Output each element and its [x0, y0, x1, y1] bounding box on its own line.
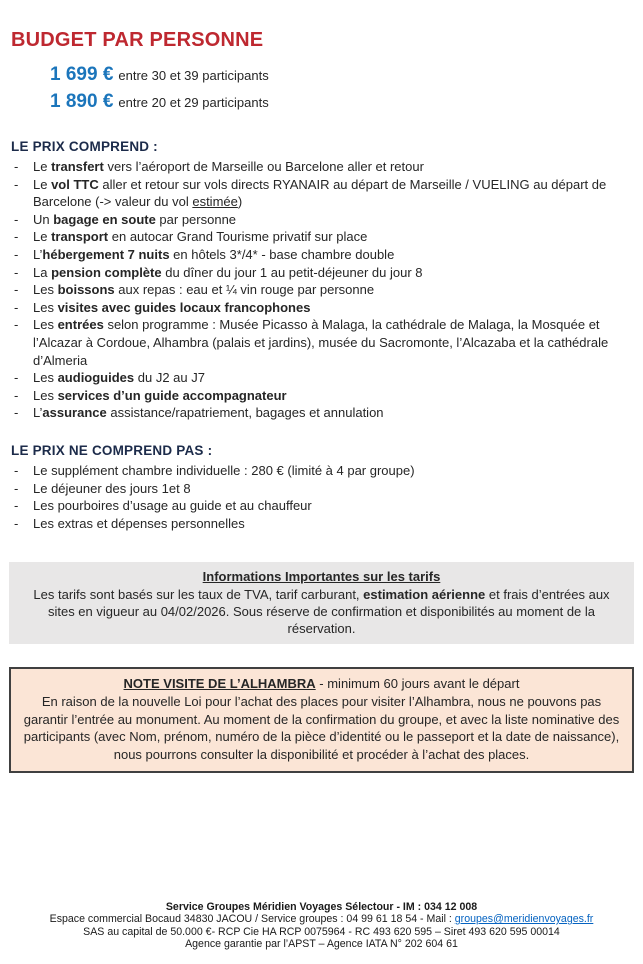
list-item	[14, 228, 634, 246]
list-dash: -	[14, 229, 19, 245]
list-dash: -	[14, 498, 19, 514]
list-dash: -	[14, 246, 19, 262]
list-dash: -	[14, 370, 19, 386]
list-dash: -	[14, 176, 19, 192]
excludes-list	[9, 462, 634, 532]
info-box	[9, 562, 634, 644]
price-row	[50, 89, 634, 116]
list-item-text: Le transfert vers l’aéroport de Marseille ou Barcelone aller et retour	[33, 159, 424, 174]
list-dash: -	[14, 405, 19, 421]
list-item-text: Les audioguides du J2 au J7	[33, 370, 205, 386]
includes-list	[9, 158, 634, 422]
list-item	[14, 264, 634, 282]
list-item-text: L’assurance assistance/rapatriement, bagages et annulation	[33, 405, 384, 421]
list-item	[14, 480, 634, 498]
list-item	[14, 158, 634, 176]
list-item	[14, 387, 634, 405]
list-item	[14, 316, 634, 369]
price-amount: 1 890 €	[50, 91, 114, 112]
list-dash: -	[14, 387, 19, 403]
list-item	[14, 515, 634, 533]
list-item-text: Le supplément chambre individuelle : 280 € (limité à 4 par groupe)	[33, 462, 415, 478]
info-box-body: Les tarifs sont basés sur les taux de TVA, tarif carburant, estimation aérienne et frais d’entrées aux sites en vigueur au 04/02/2026. Sous réserve de confirmation et disponibilités au moment de la réservation.	[33, 586, 610, 637]
excludes-heading: LE PRIX NE COMPREND PAS :	[11, 442, 213, 458]
list-item-text: La pension complète du dîner du jour 1 au petit-déjeuner du jour 8	[33, 264, 423, 280]
footer-line: Agence garantie par l’APST – Agence IATA N° 202 604 61	[185, 938, 458, 951]
list-item-text: Les services d’un guide accompagnateur	[33, 387, 287, 403]
includes-heading: LE PRIX COMPREND :	[11, 139, 158, 154]
list-item-text: L’hébergement 7 nuits en hôtels 3*/4* - base chambre double	[33, 246, 395, 262]
footer	[9, 901, 634, 951]
list-item-text: Les visites avec guides locaux francophones	[33, 299, 311, 315]
note-box-title-line	[23, 675, 620, 693]
list-item	[14, 369, 634, 387]
email-link[interactable]: groupes@meridienvoyages.fr	[454, 913, 594, 926]
list-item-text: Les pourboires d’usage au guide et au chauffeur	[33, 498, 312, 514]
list-dash: -	[14, 264, 19, 280]
list-item	[14, 281, 634, 299]
list-item	[14, 299, 634, 317]
price-row	[50, 62, 634, 89]
note-box-body: En raison de la nouvelle Loi pour l’achat des places pour visiter l’Alhambra, nous ne pouvons pas garantir l’entrée au monument. Au moment de la confirmation du groupe, et avec la liste nominative des participants (avec Nom, prénom, numéro de la pièce d’identité ou le passeport et la date de naissance), nous pourrons consulter la disponibilité et procéder à l’achat des places.	[23, 694, 620, 762]
note-box-title-rest: - minimum 60 jours avant le départ	[315, 676, 520, 692]
price-amount: 1 699 €	[50, 64, 114, 85]
list-dash: -	[14, 299, 19, 315]
list-dash: -	[14, 211, 19, 227]
list-dash: -	[14, 462, 19, 478]
list-item-text: Un bagage en soute par personne	[33, 211, 237, 227]
footer-line: Service Groupes Méridien Voyages Sélectour - IM : 034 12 008	[165, 900, 478, 913]
footer-line: SAS au capital de 50.000 €- RCP Cie HA RCP 0075964 - RC 493 620 595 – Siret 493 620 595 00014	[83, 925, 560, 938]
info-box-title: Informations Importantes sur les tarifs	[202, 569, 441, 585]
note-box-title: NOTE VISITE DE L’ALHAMBRA	[123, 676, 316, 692]
list-item-text: Les entrées selon programme : Musée Picasso à Malaga, la cathédrale de Malaga, la Mosquée et l’Alcazar à Cordoue, Alhambra (palais et jardins), musée du Sacromonte, l’Alcazaba et la cathédrale d’Almeria	[33, 317, 609, 368]
price-condition: entre 20 et 29 participants	[118, 95, 269, 110]
list-dash: -	[14, 515, 19, 531]
list-dash: -	[14, 317, 19, 333]
list-item	[14, 246, 634, 264]
list-item-text: Les extras et dépenses personnelles	[33, 515, 245, 531]
list-item	[14, 497, 634, 515]
list-item-text: Le transport en autocar Grand Tourisme privatif sur place	[33, 229, 368, 245]
list-item	[14, 462, 634, 480]
price-condition: entre 30 et 39 participants	[118, 68, 269, 83]
footer-line: Espace commercial Bocaud 34830 JACOU / Service groupes : 04 99 61 18 54 - Mail : groupes@meridienvoyages.fr	[49, 913, 594, 926]
list-item	[14, 404, 634, 422]
list-dash: -	[14, 159, 19, 174]
note-box	[9, 667, 634, 773]
list-item-text: Les boissons aux repas : eau et ¼ vin rouge par personne	[33, 282, 375, 298]
list-item	[14, 176, 634, 211]
list-dash: -	[14, 282, 19, 298]
list-item	[14, 211, 634, 229]
page-title: BUDGET PAR PERSONNE	[11, 29, 264, 51]
list-dash: -	[14, 480, 19, 496]
list-item-text: Le vol TTC aller et retour sur vols directs RYANAIR au départ de Marseille / VUELING au départ de Barcelone (-> valeur du vol estimée)	[33, 176, 607, 210]
list-item-text: Le déjeuner des jours 1et 8	[33, 480, 191, 496]
